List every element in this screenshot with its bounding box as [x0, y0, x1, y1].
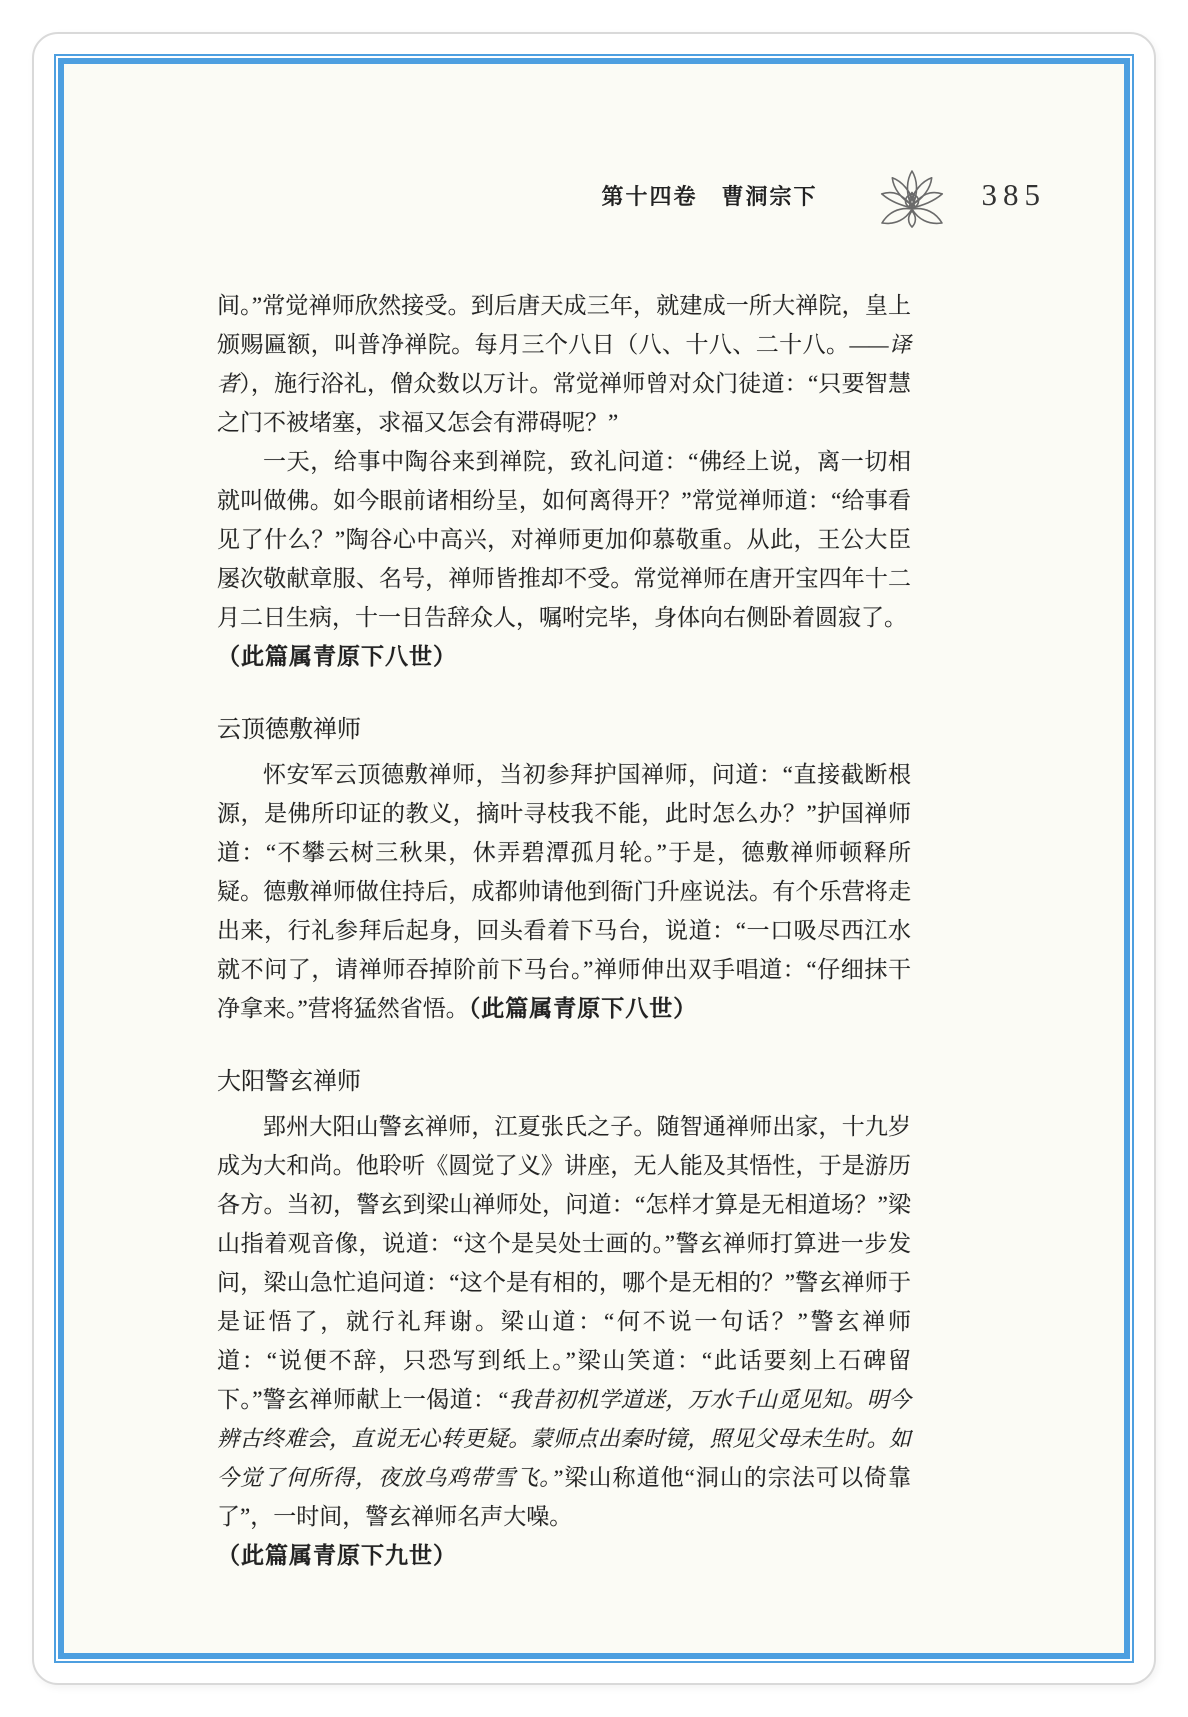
text-run-bold: （此篇属青原下八世） [468, 995, 698, 1021]
page-content [64, 64, 1124, 1653]
section-label: 曹洞宗下 [721, 183, 818, 209]
body-paragraph [217, 442, 911, 637]
text-run-normal: 怀安军云顶德敷禅师，当初参拜护国禅师，问道：“直接截断根源，是佛所印证的教义，摘叶寻枝我不能，此时怎么办？”护国禅师道：“不攀云树三秋果，休弄碧潭孤月轮。”于是，德敷禅师顿释所疑。德敷禅师做住持后，成都帅请他到衙门升座说法。有个乐营将走出来，行礼参拜后起身，回头看着下马台，说道：“一口吸尽西江水就不问了，请禅师吞掉阶前下马台。”禅师伸出双手唱道：“仔细抹干净拿来。”营将猛然省悟。 [217, 762, 911, 1021]
volume-label: 第十四卷 [601, 183, 698, 209]
text-run-normal: 一天，给事中陶谷来到禅院，致礼问道：“佛经上说，离一切相就叫做佛。如今眼前诸相纷呈，如何离得开？”常觉禅师道：“给事看见了什么？”陶谷心中高兴，对禅师更加仰慕敬重。从此，王公大臣屡次敬献章服、名号，禅师皆推却不受。常觉禅师在唐开宝四年十二月二日生病，十一日告辞众人，嘱咐完毕，身体向右侧卧着圆寂了。 [217, 449, 911, 630]
section-heading [217, 710, 911, 749]
chapter-title [601, 180, 817, 211]
text-run-bold: （此篇属青原下九世） [217, 1542, 457, 1568]
page-number: 385 [981, 177, 1046, 212]
text-run-normal: 云顶德敷禅师 [217, 716, 361, 743]
body-paragraph [217, 755, 911, 1028]
body-paragraph [217, 286, 911, 442]
text-run-verse: ——译者 [217, 332, 912, 396]
outer-blue-frame [54, 54, 1134, 1663]
text-run-verse: “我昔初机学道迷，万水千山觅见知。明今辨古终难会，直说无心转更疑。蒙师点出秦时镜，照见父母未生时。如今觉了何所得，夜放乌鸡带雪飞。” [217, 1387, 911, 1490]
lineage-caption [217, 1536, 911, 1575]
body-paragraph [217, 1107, 911, 1536]
section-heading [217, 1062, 911, 1101]
lineage-caption [217, 637, 911, 676]
inner-blue-frame [58, 58, 1130, 1659]
book-page [32, 32, 1156, 1685]
lotus-flower-icon [868, 162, 956, 228]
running-header [601, 162, 1046, 228]
text-run-normal: 间。”常觉禅师欣然接受。到后唐天成三年，就建成一所大禅院，皇上颁赐匾额，叫普净禅院。每月三个八日（八、十八、二十八。 [217, 293, 911, 357]
text-run-normal: 梁山称道他“洞山的宗法可以倚靠了”，一时间，警玄禅师名声大噪。 [217, 1465, 911, 1529]
text-run-bold: （此篇属青原下八世） [217, 643, 457, 669]
page-body [217, 286, 911, 1575]
text-run-normal: ），施行浴礼，僧众数以万计。常觉禅师曾对众门徒道：“只要智慧之门不被堵塞，求福又怎会有滞碍呢？” [217, 371, 911, 435]
text-run-normal: 郢州大阳山警玄禅师，江夏张氏之子。随智通禅师出家，十九岁成为大和尚。他聆听《圆觉了义》讲座，无人能及其悟性，于是游历各方。当初，警玄到梁山禅师处，问道：“怎样才算是无相道场？”梁山指着观音像，说道：“这个是吴处士画的。”警玄禅师打算进一步发问，梁山急忙追问道：“这个是有相的，哪个是无相的？”警玄禅师于是证悟了，就行礼拜谢。梁山道：“何不说一句话？”警玄禅师道：“说便不辞，只恐写到纸上。”梁山笑道：“此话要刻上石碑留下。”警玄禅师献上一偈道： [217, 1114, 911, 1412]
text-run-normal: 大阳警玄禅师 [217, 1068, 361, 1095]
